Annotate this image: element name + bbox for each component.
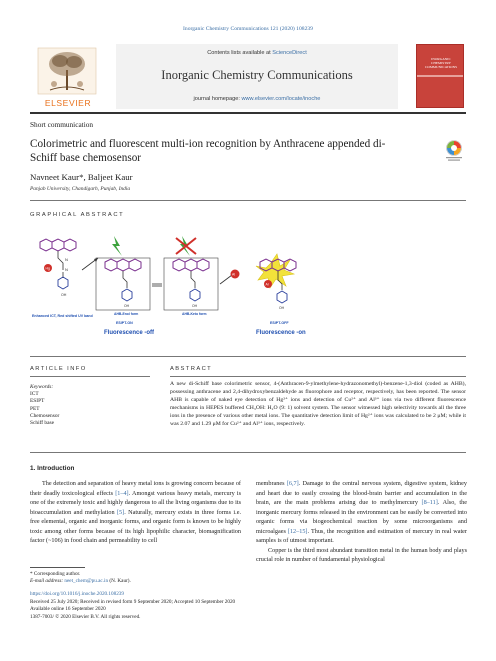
citation-link[interactable]: [8–11] — [421, 499, 438, 506]
copyright: 1387-7003/ © 2020 Elsevier B.V. All rights reserved. — [30, 613, 141, 620]
al-bound-label: Al — [265, 282, 269, 287]
esipt-on-label: ESIPT-ON — [116, 321, 133, 325]
molecule-left — [32, 239, 93, 318]
publication-info — [30, 591, 466, 621]
introduction-heading: 1. Introduction — [30, 465, 75, 472]
journal-name: Inorganic Chemistry Communications — [161, 68, 353, 82]
text-run: membranes — [256, 480, 287, 487]
hg-label: Hg — [45, 266, 50, 271]
svg-text:OH: OH — [61, 293, 67, 297]
enol-form-box — [96, 258, 150, 310]
keywords-title: Keywords: — [30, 384, 54, 390]
svg-text:N: N — [65, 257, 68, 262]
keyword: Schiff base — [30, 420, 55, 427]
footnote — [30, 571, 250, 586]
author-list[interactable]: Navneet Kaur*, Baljeet Kaur — [30, 172, 133, 182]
received-dates: Received 25 July 2020; Received in revised form 9 September 2020; Accepted 10 September 2020 — [30, 598, 236, 605]
article-type: Short communication — [30, 120, 94, 129]
section-divider — [30, 200, 466, 201]
enol-form-label: AHB-Enol form — [114, 312, 139, 316]
affiliation: Panjab University, Chandigarh, Punjab, India — [30, 186, 131, 192]
abstract-header: ABSTRACT — [170, 366, 213, 372]
molecule-enol-anthracene — [105, 259, 141, 271]
sciencedirect-link[interactable]: ScienceDirect — [272, 50, 307, 56]
contents-line — [116, 50, 398, 56]
green-light-icon — [112, 236, 122, 256]
text-run: . Damage to the central nervous system, digestive system, kidney and heart due to easily crossing the blood-brain barrier and accumulation in the brain, are the main problems arising due to methylmercury — [256, 480, 467, 506]
enhanced-ict-label: Enhanced ICT, Red shifted UV band — [32, 314, 93, 318]
email-line — [30, 578, 250, 585]
info-divider — [30, 356, 466, 357]
doi-link[interactable]: https://doi.org/10.1016/j.inoche.2020.108239 — [30, 591, 124, 597]
body-column-right — [256, 479, 467, 565]
email-suffix: (N. Kaur). — [108, 578, 131, 585]
citation-link[interactable]: [5] — [116, 508, 125, 516]
graphical-abstract-figure[interactable] — [30, 228, 330, 340]
al-label: Al — [232, 272, 236, 277]
citation-link[interactable]: [12–15] — [287, 527, 308, 535]
blocked-light-icon — [176, 236, 196, 256]
keyword: ICT — [30, 391, 39, 398]
text-run: . Also, the inorganic mercury forms released in the environment can be easily be converted into organic forms via biogeochemical reaction by some microorganisms and microalgaes — [256, 499, 467, 535]
keto-form-box — [164, 258, 218, 310]
paragraph: Copper is the third most abundant transition metal in the human body and plays crucial role in number of fundamental physiological — [256, 546, 467, 563]
elsevier-logo[interactable] — [30, 44, 104, 108]
check-for-updates-icon — [444, 139, 464, 163]
check-for-updates-badge[interactable] — [444, 139, 464, 163]
corresponding-author-note: * Corresponding author. — [30, 571, 81, 577]
text-run: . Amongst various heavy metals, mercury is one of the extremely toxic and highly dangerous to all the living organisms due to its bioaccumulation and methylation — [30, 489, 241, 516]
fluorescence-off-label: Fluorescence -off — [104, 330, 155, 336]
journal-masthead — [30, 44, 466, 109]
svg-text:OH: OH — [192, 304, 198, 308]
svg-text:N: N — [65, 267, 68, 272]
text-run: . Naturally, mercury exists in three forms i.e. free elemental, organic and inorganic forms, and organic form is known to be highly toxic among other forms because of its high lipophilic character, biomagnification factor (~106) in food chain and permeability to cell — [30, 508, 241, 544]
keyword: PET — [30, 405, 40, 412]
info-subdivider — [30, 376, 150, 377]
paragraph — [256, 479, 467, 546]
abstract-subdivider — [170, 376, 466, 377]
article-title: Colorimetric and fluorescent multi-ion recognition by Anthracene appended di-Schiff base chemosensor — [30, 138, 386, 164]
molecule-keto-anthracene — [173, 259, 209, 271]
homepage-prefix: journal homepage: — [193, 96, 242, 102]
molecule-right — [256, 254, 296, 325]
abstract-text: A new di-Schiff base colorimetric sensor, 4-(Anthracen-9-ylmethylene-hydrazonomethyl)-benzene-1,3-diol (coded as AHB), possessing anthracene and 2,4-dihydroxybenzaldehyde as fluorophore and receptor, respectively, has been reported. The sensor AHB is capable of naked eye detection of Hg²⁺ ions and detection of Cu²⁺ and Al³⁺ ions via two different fluorescence mechanisms in HEPES buffered CH₃OH: H₂O (9: 1) solvent system. The sensor witnessed high selectivity towards all the three ions in the presence of various other metal ions. The quantitative detection limit of Hg²⁺ ions was calculated to be 2 μM; while it was 2.07 and 1.29 μM for Cu²⁺ and Al³⁺ ions, respectively. — [170, 381, 466, 427]
text-run: . Thus, the recognition and estimation of mercury in real water samples is of utmost important. — [256, 527, 467, 544]
keyword: ESIPT — [30, 398, 45, 405]
paragraph — [30, 479, 241, 546]
citation-link[interactable]: [6,7] — [286, 480, 299, 487]
cover-title: INORGANIC CHEMISTRY COMMUNICATIONS — [424, 57, 458, 69]
esipt-off-label: ESIPT-OFF — [270, 321, 289, 325]
publisher-name: ELSEVIER — [44, 98, 92, 108]
article-info-header: ARTICLE INFO — [30, 366, 87, 372]
cover-band — [417, 75, 463, 77]
keyword: Chemosensor — [30, 412, 60, 419]
available-online: Available online 16 September 2020 — [30, 606, 106, 613]
email-prefix: E-mail address: — [30, 578, 65, 585]
text-run: The detection and separation of heavy metal ions is growing concern because of their deadly toxicological effects — [30, 480, 241, 497]
journal-info-box — [116, 44, 398, 109]
elsevier-tree-icon — [30, 44, 104, 98]
journal-homepage — [116, 96, 398, 102]
fluorescence-on-label: Fluorescence -on — [256, 330, 306, 336]
citation-link[interactable]: [1–4] — [115, 489, 129, 497]
keywords-block — [30, 384, 150, 427]
footnote-divider — [30, 567, 85, 568]
email-link[interactable]: neet_chem@pu.ac.in — [64, 578, 109, 585]
svg-text:OH: OH — [124, 304, 130, 308]
svg-text:OH: OH — [279, 306, 285, 310]
masthead-divider — [30, 112, 466, 114]
keto-form-label: AHB-Keto form — [182, 312, 207, 316]
homepage-link[interactable]: www.elsevier.com/locate/inoche — [241, 96, 321, 102]
body-column-left — [30, 479, 241, 546]
journal-reference[interactable]: Inorganic Chemistry Communications 121 (2020) 108239 — [183, 26, 313, 32]
journal-cover-thumbnail[interactable] — [416, 44, 464, 108]
contents-prefix: Contents lists available at — [207, 50, 273, 56]
graphical-abstract-header: GRAPHICAL ABSTRACT — [30, 212, 125, 218]
body-divider — [30, 452, 466, 453]
